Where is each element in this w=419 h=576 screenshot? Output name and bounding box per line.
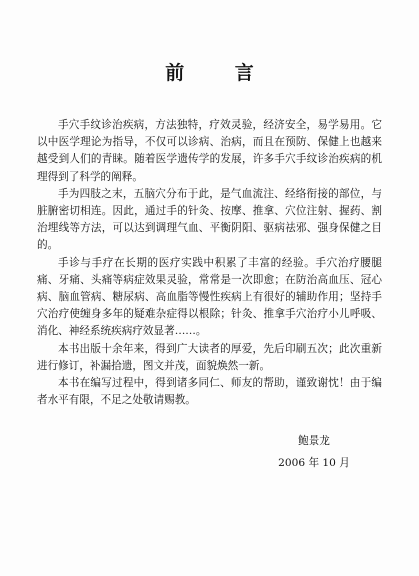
paragraph-5: 本书在编写过程中，得到诸多同仁、师友的帮助，谨致谢忱！由于编者水平有限，不足之处敬请赐教。 [37,377,382,407]
paragraph-1: 手穴手纹诊治疾病，方法独特，疗效灵验，经济安全，易学易用。它以中医学理论为指导，不仅可以诊病、治病，而且在预防、保健上也越来越受到人们的青睐。随着医学遗传学的发展，许多手穴手纹诊治疾病的机理得到了科学的阐释。 [37,119,382,183]
paragraph-4: 本书出版十余年来，得到广大读者的厚爱，先后印刷五次；此次重新进行修订，补漏拾遗，图文并茂，面貌焕然一新。 [37,342,382,372]
document-body [37,117,382,409]
publication-date: 2006 年 10 月 [278,457,350,469]
author-name: 鲍景龙 [298,435,330,447]
paragraph-2: 手为四肢之末，五脑穴分布于此，是气血流注、经络衔接的部位，与脏腑密切相连。因此，通过手的针灸、按摩、推拿、穴位注射、握药、割治埋线等方法，可以达到调理气血、平衡阴阳、驱病祛邪、强身保健之目的。 [37,187,382,252]
page-title: 前 言 [165,62,276,84]
paragraph-3: 手诊与手疗在长期的医疗实践中积累了丰富的经验。手穴治疗腰腿痛、牙痛、头痛等病症效果灵验，常常是一次即愈；在防治高血压、冠心病、脑血管病、糖尿病、高血脂等慢性疾病上有很好的辅助作用；坚持手穴治疗使缠身多年的疑难杂症得以根除；针灸、推拿手穴治疗小儿呼吸、消化、神经系统疾病疗效显著……。 [37,256,382,338]
signature-block [254,432,374,472]
